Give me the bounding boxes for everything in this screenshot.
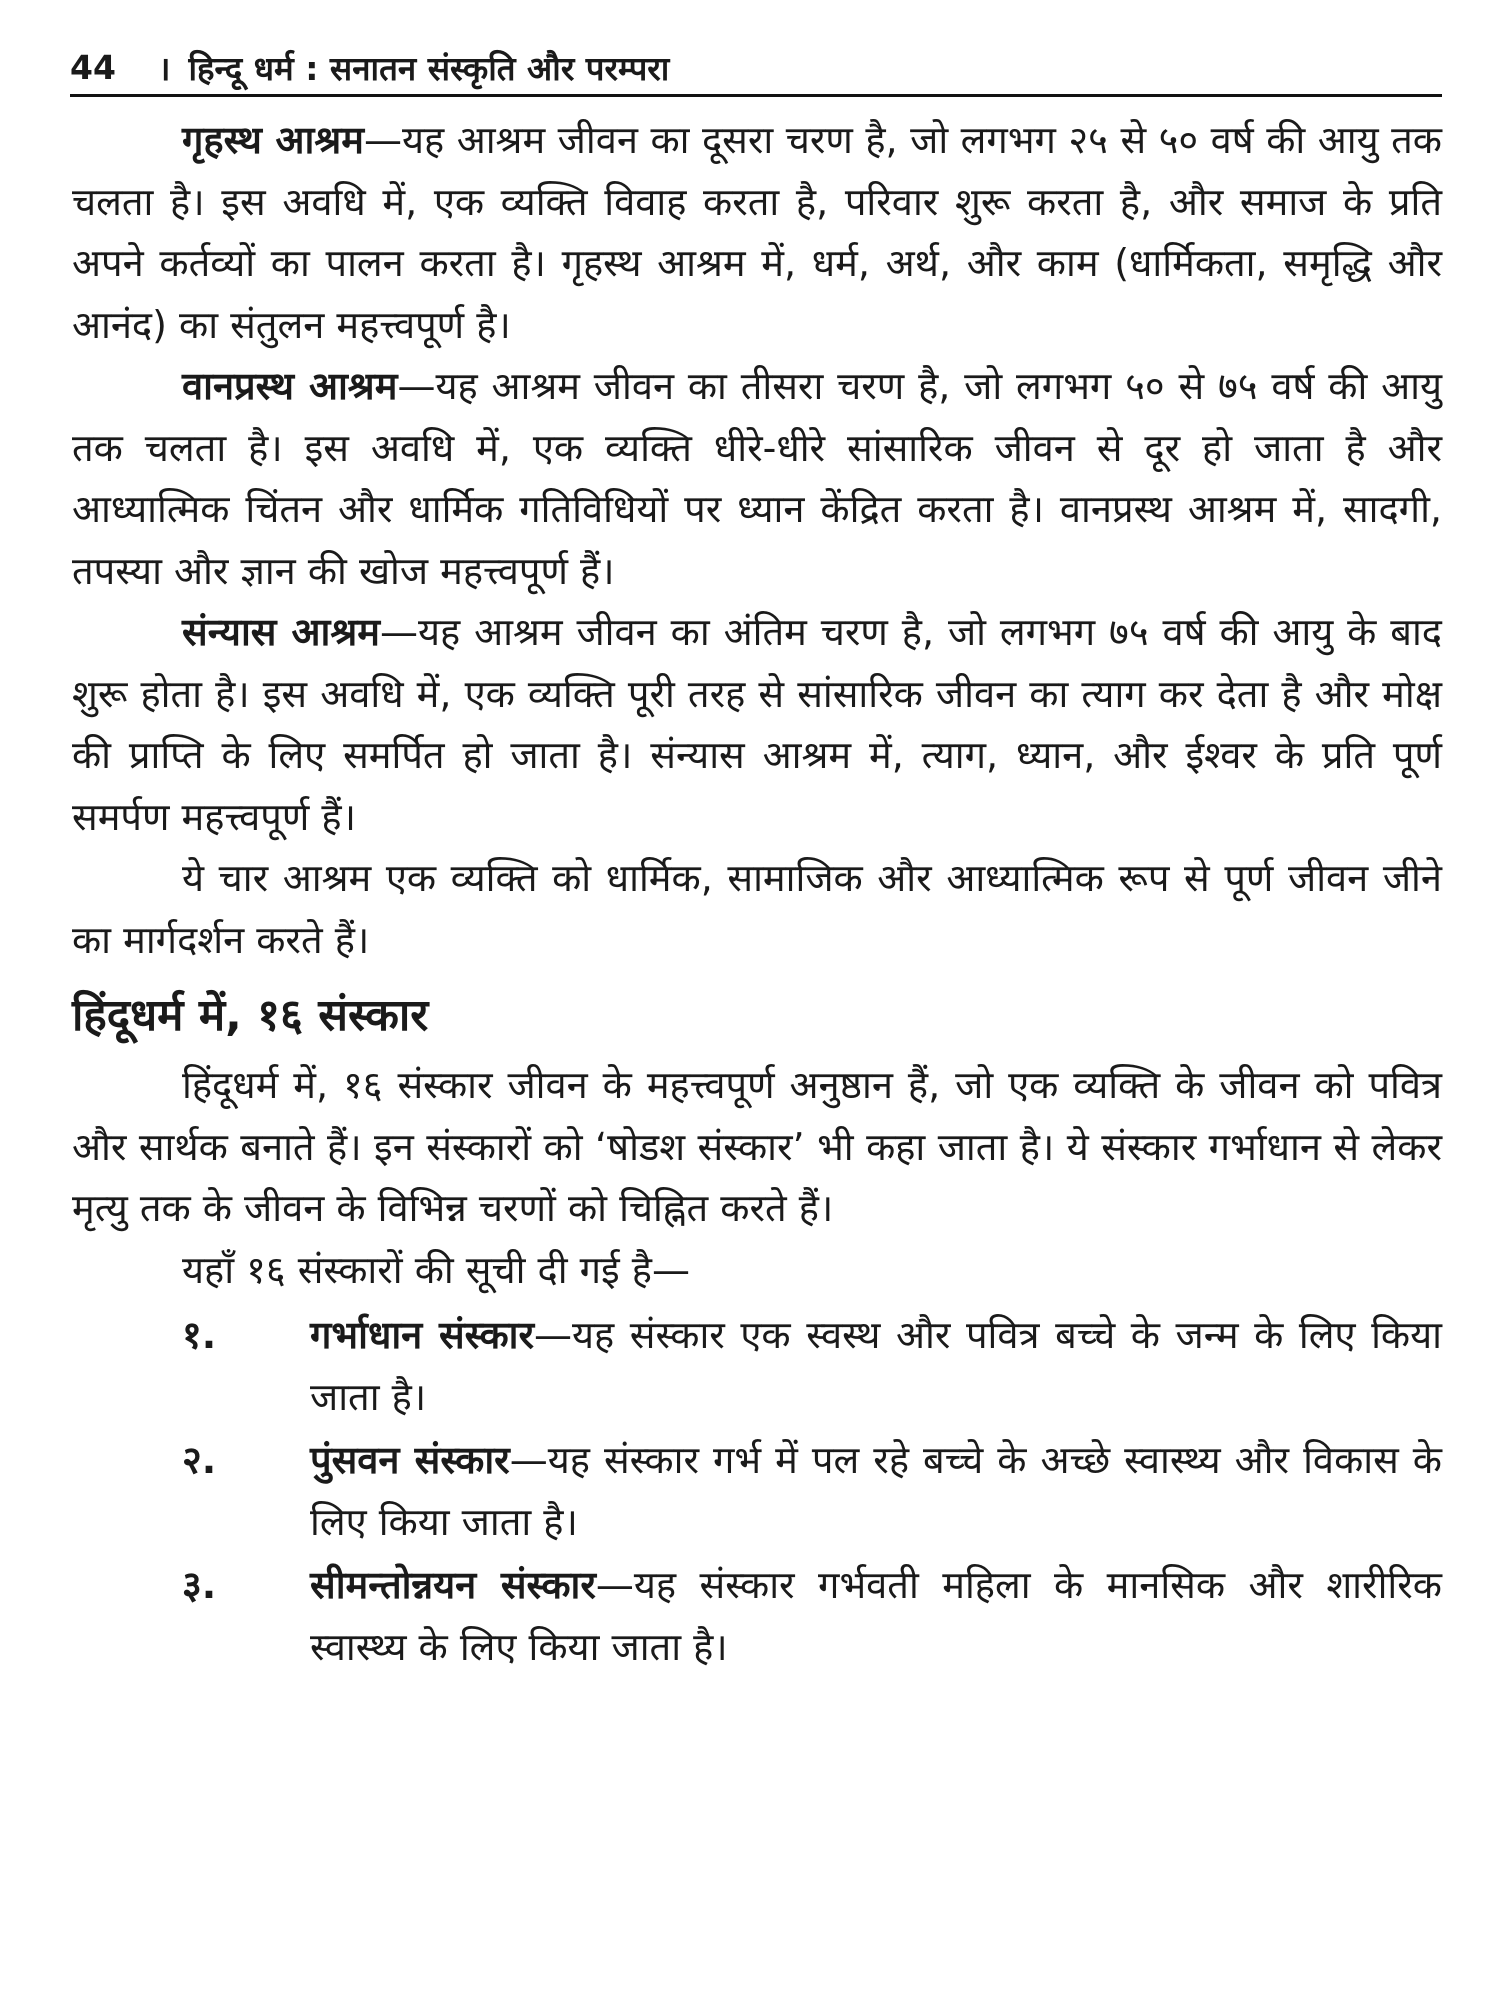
list-item [72,1305,1442,1428]
book-title: हिन्दू धर्म : सनातन संस्कृति और परम्परा [188,48,670,88]
list-item [72,1555,1442,1678]
list-item-text [310,1430,1442,1553]
list-item-number: ३. [182,1563,217,1607]
summary-paragraph: ये चार आश्रम एक व्यक्ति को धार्मिक, सामाजिक और आध्यात्मिक रूप से पूर्ण जीवन जीने का मार्गदर्शन करते हैं। [72,856,1442,962]
text-sanyasa: —यह आश्रम जीवन का अंतिम चरण है, जो लगभग ७५ वर्ष की आयु के बाद शुरू होता है। इस अवधि में, एक व्यक्ति पूरी तरह से सांसारिक जीवन का त्याग कर देता है और मोक्ष की प्राप्ति के लिए समर्पित हो जाता है। संन्यास आश्रम में, त्याग, ध्यान, और ईश्वर के प्रति पूर्ण समर्पण महत्त्वपूर्ण हैं। [72,610,1442,839]
list-item-text [310,1305,1442,1428]
list-item-term: गर्भाधान संस्कार [310,1313,535,1357]
list-item-number: १. [182,1313,217,1357]
term-sanyasa: संन्यास आश्रम [182,610,380,654]
section-heading: हिंदूधर्म में, १६ संस्कार [72,990,429,1041]
paragraph-sanyasa [72,602,1442,848]
list-item-term: सीमन्तोन्नयन संस्कार [310,1563,596,1607]
term-vanaprastha: वानप्रस्थ आश्रम [182,364,398,408]
sanskar-list [72,1305,1442,1678]
page-number: 44 [70,47,116,87]
page-content [72,110,1442,1680]
list-intro: यहाँ १६ संस्कारों की सूची दी गई है— [182,1247,690,1292]
paragraph-grihastha [72,110,1442,356]
list-item-number: २. [182,1438,217,1482]
header-rule [70,94,1442,97]
page-header [70,42,1440,92]
list-item-text [310,1555,1442,1678]
list-item-term: पुंसवन संस्कार [310,1438,510,1482]
section-intro: हिंदूधर्म में, १६ संस्कार जीवन के महत्त्वपूर्ण अनुष्ठान हैं, जो एक व्यक्ति के जीवन को पवित्र और सार्थक बनाते हैं। इन संस्कारों को ‘षोडश संस्कार’ भी कहा जाता है। ये संस्कार गर्भाधान से लेकर मृत्यु तक के जीवन के विभिन्न चरणों को चिह्नित करते हैं। [72,1063,1442,1230]
text-grihastha: —यह आश्रम जीवन का दूसरा चरण है, जो लगभग २५ से ५० वर्ष की आयु तक चलता है। इस अवधि में, एक व्यक्ति विवाह करता है, परिवार शुरू करता है, और समाज के प्रति अपने कर्तव्यों का पालन करता है। गृहस्थ आश्रम में, धर्म, अर्थ, और काम (धार्मिकता, समृद्धि और आनंद) का संतुलन महत्त्वपूर्ण है। [72,118,1442,347]
list-item [72,1430,1442,1553]
header-separator: । [157,48,171,88]
list-item-description: —यह संस्कार गर्भ में पल रहे बच्चे के अच्छे स्वास्थ्य और विकास के लिए किया जाता है। [310,1438,1442,1544]
list-item-description: —यह संस्कार एक स्वस्थ और पवित्र बच्चे के जन्म के लिए किया जाता है। [310,1313,1442,1419]
list-item-description: —यह संस्कार गर्भवती महिला के मानसिक और शारीरिक स्वास्थ्य के लिए किया जाता है। [310,1563,1442,1669]
paragraph-vanaprastha [72,356,1442,602]
term-grihastha: गृहस्थ आश्रम [182,118,364,162]
text-vanaprastha: —यह आश्रम जीवन का तीसरा चरण है, जो लगभग ५० से ७५ वर्ष की आयु तक चलता है। इस अवधि में, एक व्यक्ति धीरे-धीरे सांसारिक जीवन से दूर हो जाता है और आध्यात्मिक चिंतन और धार्मिक गतिविधियों पर ध्यान केंद्रित करता है। वानप्रस्थ आश्रम में, सादगी, तपस्या और ज्ञान की खोज महत्त्वपूर्ण हैं। [72,364,1442,593]
